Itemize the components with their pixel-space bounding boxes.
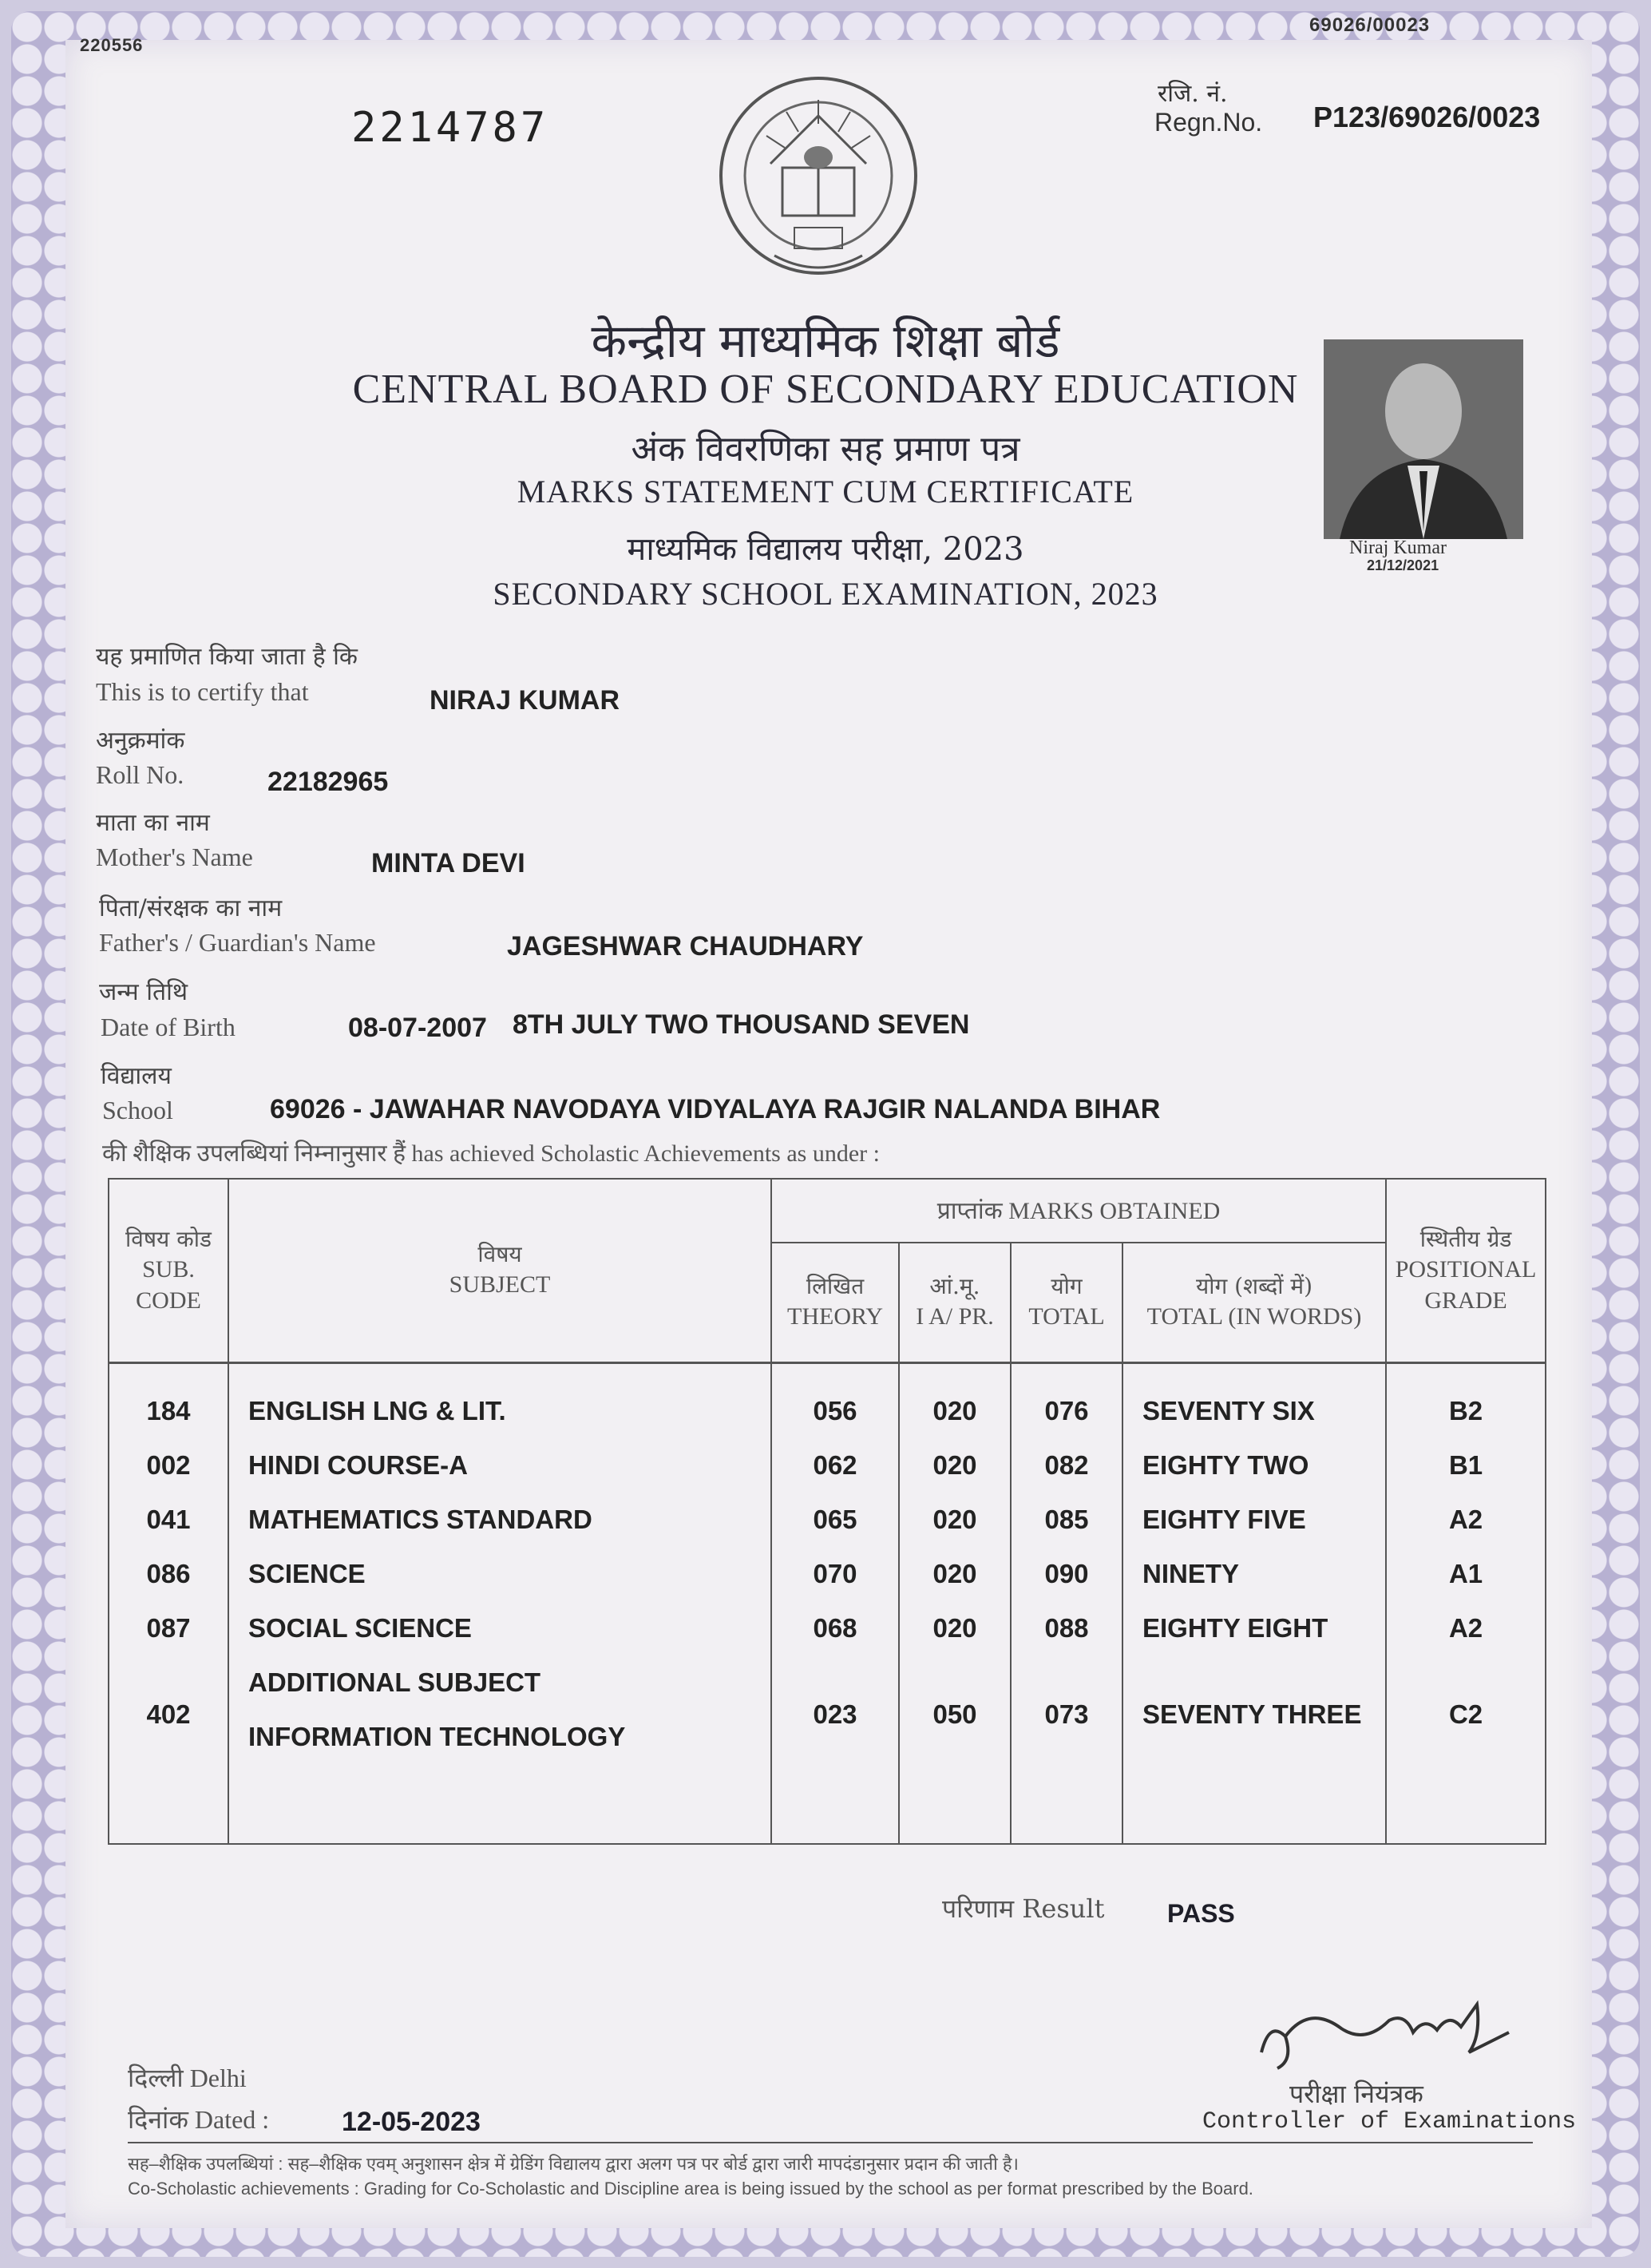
cbse-emblem-logo xyxy=(715,68,922,287)
header-positional-grade: स्थितीय ग्रेड POSITIONAL GRADE xyxy=(1386,1179,1546,1362)
header-sub-code: विषय कोड SUB. CODE xyxy=(109,1179,228,1362)
ia-marks: 020 xyxy=(932,1504,977,1534)
mother-label: Mother's Name xyxy=(96,843,253,871)
total-marks: 082 xyxy=(1044,1449,1089,1480)
theory-marks: 065 xyxy=(813,1504,857,1534)
subject-name: HINDI COURSE-A xyxy=(248,1449,469,1480)
sub-code: 402 xyxy=(146,1699,191,1729)
controller-label-hindi: परीक्षा नियंत्रक xyxy=(1289,2079,1423,2109)
theory-marks: 068 xyxy=(813,1612,857,1643)
total-marks: 090 xyxy=(1044,1558,1089,1588)
column-total-words xyxy=(1122,1362,1386,1844)
total-marks: 085 xyxy=(1044,1504,1089,1534)
total-in-words: EIGHTY FIVE xyxy=(1142,1504,1306,1534)
dob-label-hindi: जन्म तिथि xyxy=(99,978,188,1006)
subject-name: ENGLISH LNG & LIT. xyxy=(248,1395,506,1425)
header-total-words: योग (शब्दों में) TOTAL (IN WORDS) xyxy=(1122,1243,1386,1362)
person-photo-icon xyxy=(1324,339,1523,539)
photo-date: 21/12/2021 xyxy=(1367,557,1439,573)
positional-grade: A2 xyxy=(1448,1504,1483,1534)
ia-marks: 020 xyxy=(932,1612,977,1643)
column-ia xyxy=(899,1362,1011,1844)
positional-grade: B1 xyxy=(1448,1449,1483,1480)
mother-label-hindi: माता का नाम xyxy=(96,809,210,837)
total-in-words: SEVENTY THREE xyxy=(1142,1699,1362,1729)
total-marks: 073 xyxy=(1044,1699,1089,1729)
school-label-hindi: विद्यालय xyxy=(101,1062,172,1090)
column-theory xyxy=(771,1362,899,1844)
ia-marks: 050 xyxy=(932,1699,977,1729)
father-label: Father's / Guardian's Name xyxy=(99,928,376,957)
exam-name-hindi: माध्यमिक विद्यालय परीक्षा, 2023 xyxy=(627,531,1024,568)
total-in-words: EIGHTY TWO xyxy=(1142,1449,1309,1480)
subject-name: INFORMATION TECHNOLOGY xyxy=(248,1721,626,1751)
board-name: CENTRAL BOARD OF SECONDARY EDUCATION xyxy=(352,367,1299,412)
photo-signature: Niraj Kumar xyxy=(1349,537,1447,558)
result-label: परिणाम Result xyxy=(942,1893,1105,1924)
registration-number: P123/69026/0023 xyxy=(1313,101,1541,133)
registration-label-hindi: रजि. नं. xyxy=(1158,80,1228,108)
registration-label: Regn.No. xyxy=(1154,108,1263,137)
header-subject: विषय SUBJECT xyxy=(228,1179,771,1362)
document-title: MARKS STATEMENT CUM CERTIFICATE xyxy=(517,474,1134,510)
sub-code: 086 xyxy=(146,1558,191,1588)
total-in-words: EIGHTY EIGHT xyxy=(1142,1612,1328,1643)
sub-code: 087 xyxy=(146,1612,191,1643)
ia-marks: 020 xyxy=(932,1395,977,1425)
total-in-words: SEVENTY SIX xyxy=(1142,1395,1315,1425)
dated-label: दिनांक Dated : xyxy=(128,2105,270,2134)
serial-number-top-right: 69026/00023 xyxy=(1309,14,1431,36)
theory-marks: 070 xyxy=(813,1558,857,1588)
marks-table xyxy=(108,1178,1546,1845)
controller-label: Controller of Examinations xyxy=(1202,2108,1577,2135)
theory-marks: 056 xyxy=(813,1395,857,1425)
co-scholastic-note: Co-Scholastic achievements : Grading for Co-Scholastic and Discipline area is being issued by the school as per format prescribed by the Board. xyxy=(128,2179,1253,2199)
roll-label-hindi: अनुक्रमांक xyxy=(96,727,185,755)
positional-grade: B2 xyxy=(1448,1395,1483,1425)
sub-code: 184 xyxy=(146,1395,191,1425)
subject-name: SCIENCE xyxy=(248,1558,366,1588)
total-marks: 088 xyxy=(1044,1612,1089,1643)
document-title-hindi: अंक विवरणिका सह प्रमाण पत्र xyxy=(631,429,1020,470)
co-scholastic-note-hindi: सह–शैक्षिक उपलब्धियां : सह–शैक्षिक एवम् अनुशासन क्षेत्र में ग्रेडिंग विद्यालय द्वारा अलग पत्र पर बोर्ड द्वारा जारी मापदंडानुसार प्रदान की जाती है। xyxy=(128,2154,1019,2174)
total-marks: 076 xyxy=(1044,1395,1089,1425)
ia-marks: 020 xyxy=(932,1449,977,1480)
additional-subject-label: ADDITIONAL SUBJECT xyxy=(248,1667,541,1697)
certificate-number: 2214787 xyxy=(351,104,549,152)
student-photo xyxy=(1324,339,1523,539)
issue-date: 12-05-2023 xyxy=(342,2107,481,2137)
date-of-birth-words: 8TH JULY TWO THOUSAND SEVEN xyxy=(513,1009,970,1040)
header-theory: लिखित THEORY xyxy=(771,1243,899,1362)
mother-name: MINTA DEVI xyxy=(371,848,525,878)
roll-label: Roll No. xyxy=(96,760,184,789)
exam-name: SECONDARY SCHOOL EXAMINATION, 2023 xyxy=(493,576,1158,612)
school-name: 69026 - JAWAHAR NAVODAYA VIDYALAYA RAJGIR NALANDA BIHAR xyxy=(270,1094,1161,1124)
header-total: योग TOTAL xyxy=(1011,1243,1122,1362)
ia-marks: 020 xyxy=(932,1558,977,1588)
subject-name: SOCIAL SCIENCE xyxy=(248,1612,472,1643)
positional-grade: A2 xyxy=(1448,1612,1483,1643)
serial-number-top-left: 220556 xyxy=(80,35,144,55)
controller-signature-icon xyxy=(1253,1988,1525,2084)
header-ia: आं.मू. I A/ PR. xyxy=(899,1243,1011,1362)
date-of-birth: 08-07-2007 xyxy=(348,1013,487,1043)
achievements-intro: की शैक्षिक उपलब्धियां निम्नानुसार हैं has achieved Scholastic Achievements as under : xyxy=(102,1140,880,1167)
school-label: School xyxy=(102,1096,173,1124)
footer-divider xyxy=(128,2142,1533,2143)
header-marks-obtained: प्राप्तांक MARKS OBTAINED xyxy=(771,1179,1386,1243)
father-name: JAGESHWAR CHAUDHARY xyxy=(507,931,864,962)
subject-name: MATHEMATICS STANDARD xyxy=(248,1504,592,1534)
theory-marks: 023 xyxy=(813,1699,857,1729)
father-label-hindi: पिता/संरक्षक का नाम xyxy=(99,894,283,922)
column-total xyxy=(1011,1362,1122,1844)
board-name-hindi: केन्द्रीय माध्यमिक शिक्षा बोर्ड xyxy=(591,314,1060,368)
certify-label-hindi: यह प्रमाणित किया जाता है कि xyxy=(96,643,358,671)
sub-code: 002 xyxy=(146,1449,191,1480)
result-value: PASS xyxy=(1167,1899,1235,1928)
positional-grade: C2 xyxy=(1448,1699,1483,1729)
roll-number: 22182965 xyxy=(267,767,389,797)
column-grade xyxy=(1386,1362,1546,1844)
theory-marks: 062 xyxy=(813,1449,857,1480)
dob-label: Date of Birth xyxy=(101,1013,236,1041)
certify-label: This is to certify that xyxy=(96,677,309,706)
positional-grade: A1 xyxy=(1448,1558,1483,1588)
column-codes xyxy=(109,1362,228,1844)
sub-code: 041 xyxy=(146,1504,191,1534)
student-name: NIRAJ KUMAR xyxy=(430,685,620,716)
total-in-words: NINETY xyxy=(1142,1558,1240,1588)
column-subjects xyxy=(228,1362,771,1844)
issue-place: दिल्ली Delhi xyxy=(128,2064,247,2092)
